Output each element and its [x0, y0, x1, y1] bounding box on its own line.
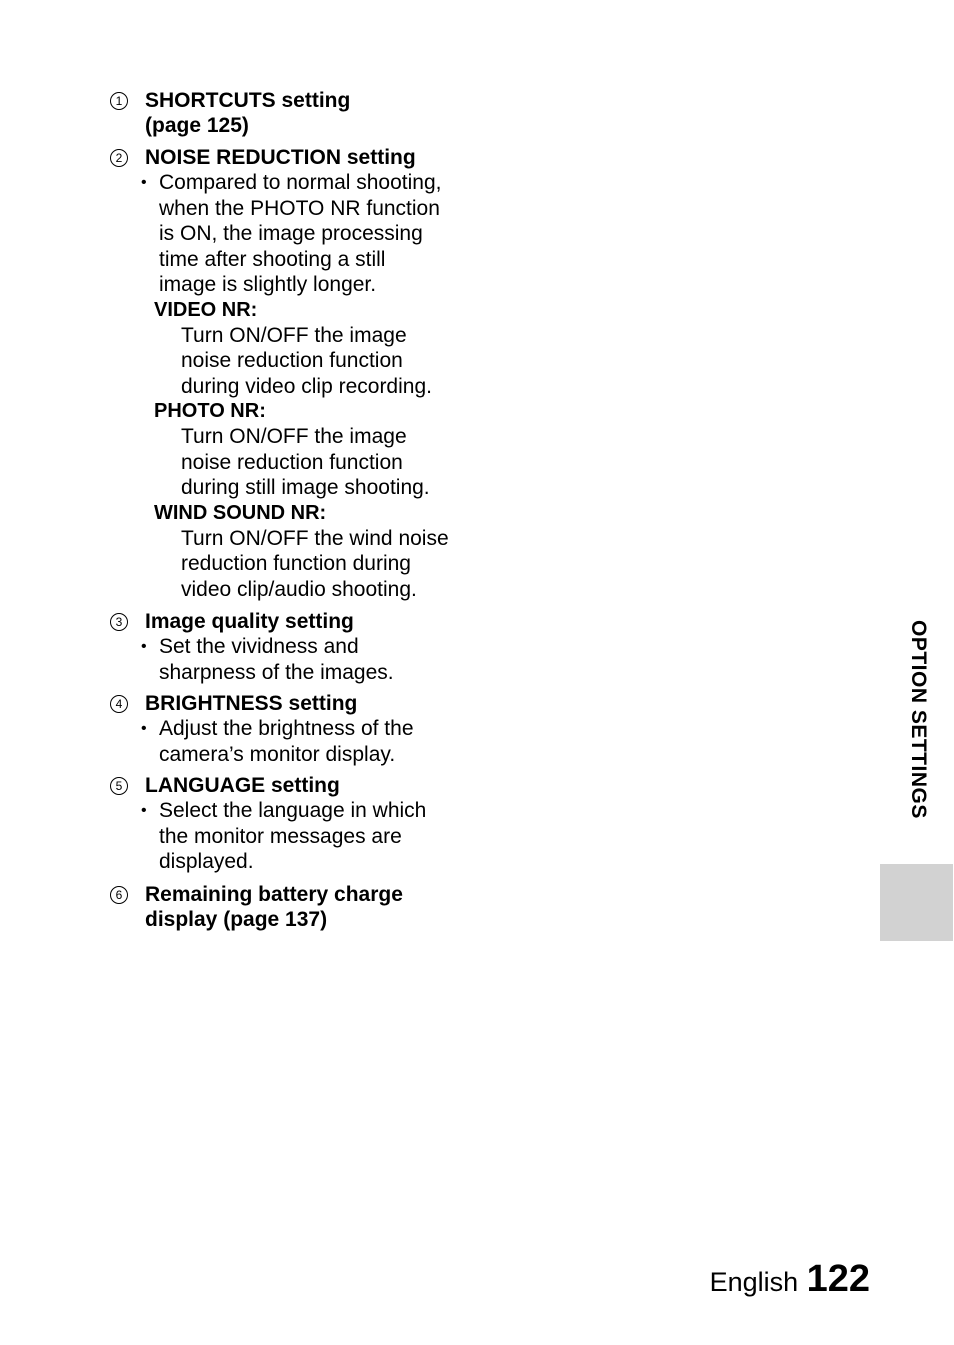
item-number: 1	[110, 92, 128, 110]
item-number: 2	[110, 149, 128, 167]
sub-label: VIDEO NR:	[154, 298, 258, 321]
item-heading: SHORTCUTS setting (page 125)	[145, 89, 351, 137]
page-footer	[710, 1258, 870, 1301]
page-number: 122	[806, 1258, 870, 1300]
footer-language: English	[709, 1267, 799, 1297]
sub-text: Turn ON/OFF the image noise reduction function during still image shooting.	[181, 425, 430, 499]
item-number: 3	[110, 613, 128, 631]
item-number: 5	[110, 777, 128, 795]
list-item	[110, 773, 480, 875]
list-item	[110, 882, 480, 932]
main-content	[110, 88, 480, 932]
section-tab-marker	[880, 864, 953, 941]
item-heading: Image quality setting	[145, 610, 354, 633]
bullet-text: • Set the vividness and sharpness of the images.	[141, 634, 480, 685]
sub-text: Turn ON/OFF the wind noise reduction function during video clip/audio shooting.	[181, 526, 449, 601]
item-heading: Remaining battery charge display (page 137)	[145, 882, 403, 931]
bullet-text: • Adjust the brightness of the camera’s monitor display.	[141, 716, 480, 767]
list-item	[110, 609, 480, 685]
list-item	[110, 691, 480, 767]
item-number: 4	[110, 695, 128, 713]
sub-label: PHOTO NR:	[154, 400, 266, 422]
bullet-text: • Select the language in which the monitor messages are displayed.	[141, 798, 480, 875]
item-heading: BRIGHTNESS setting	[145, 692, 358, 715]
item-number: 6	[110, 886, 128, 904]
sub-label: WIND SOUND NR:	[154, 501, 327, 524]
sub-setting-wind-sound-nr	[154, 501, 480, 603]
bullet-text: • Compared to normal shooting, when the PHOTO NR function is ON, the image processing time after shooting a still image is slightly longer.	[141, 170, 480, 298]
list-item	[110, 145, 480, 602]
item-heading: NOISE REDUCTION setting	[145, 146, 416, 169]
sub-setting-photo-nr	[154, 399, 480, 501]
section-side-label: OPTION SETTINGS	[907, 620, 930, 819]
list-item	[110, 88, 480, 138]
sub-text: Turn ON/OFF the image noise reduction function during video clip recording.	[181, 323, 432, 398]
sub-setting-video-nr	[154, 298, 480, 400]
item-heading: LANGUAGE setting	[145, 774, 340, 797]
